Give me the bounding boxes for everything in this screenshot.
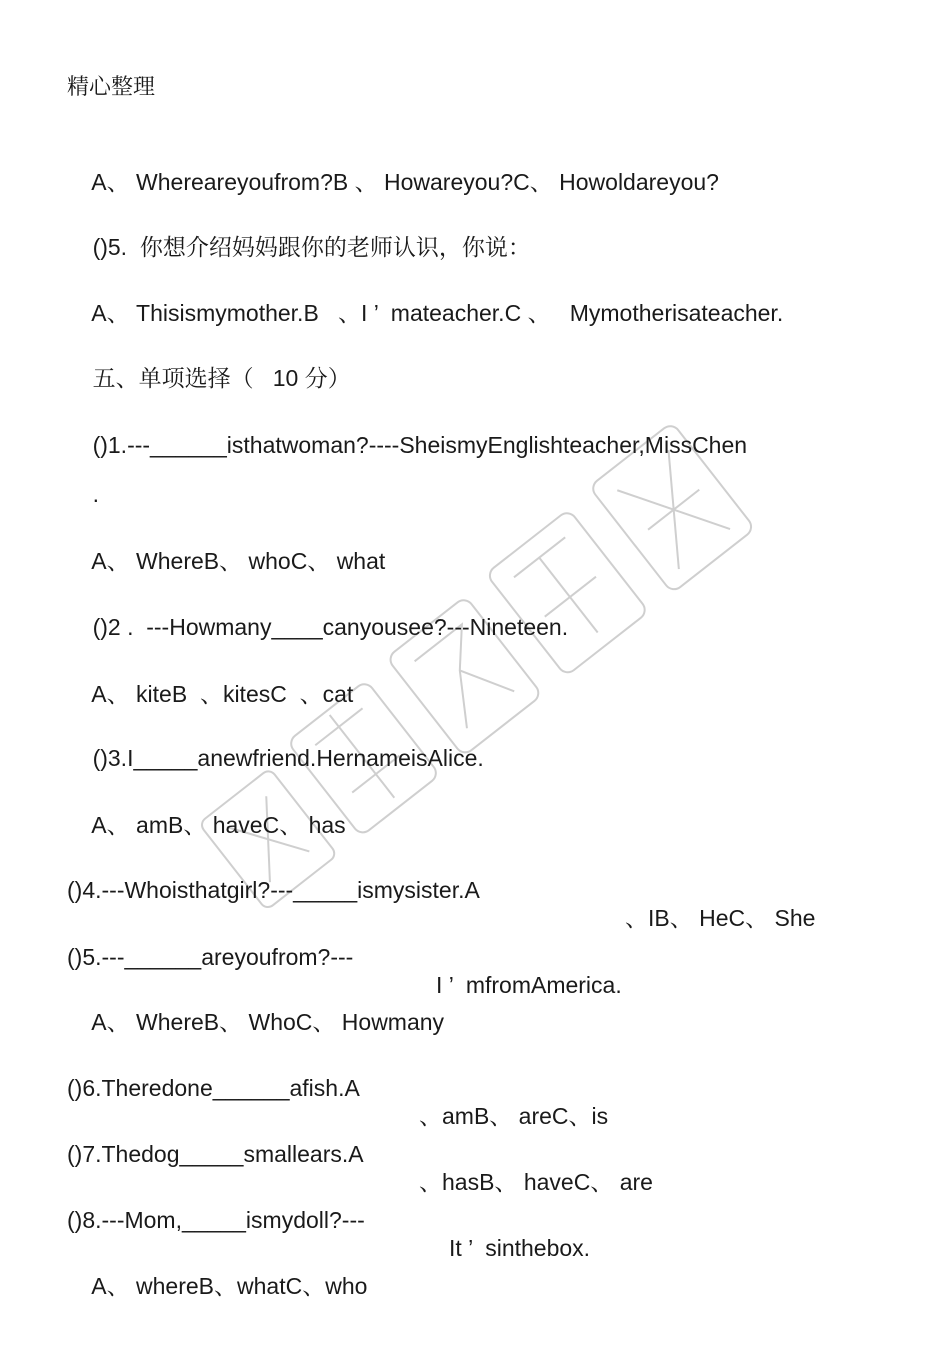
s5-question: [67, 915, 887, 998]
s4-question-options: 、IB、 HeC、 She: [625, 905, 816, 931]
s4-question-stem: ()4.---Whoisthatgirl?---_____ismysister.A: [67, 877, 480, 903]
section-heading-text: 五、单项选择（ 10 分）: [92, 365, 351, 391]
s5-question-answer: I ’ mfromAmerica.: [436, 972, 622, 998]
s8-options-text: A、 whereB、whatC、who: [91, 1273, 368, 1299]
page-header: 精心整理: [67, 75, 156, 100]
s7-question-stem: ()7.Thedog_____smallears.A: [67, 1141, 364, 1167]
s8-question-stem: ()8.---Mom,_____ismydoll?---: [67, 1207, 365, 1233]
s3-options-text: A、 amB、 haveC、 has: [91, 812, 346, 838]
s2-question-text: ()2 . ---Howmany____canyousee?---Nineteen.: [92, 614, 569, 640]
q4-options-text: A、 Whereareyoufrom?B 、 Howareyou?C、 Howoldareyou?: [91, 169, 719, 195]
s7-question-options: 、hasB、 haveC、 are: [419, 1169, 653, 1195]
s6-question: [67, 1046, 887, 1129]
s1-question: [67, 403, 747, 487]
q5-options-text: A、 Thisismymother.B 、I ’ mateacher.C 、 Mymotherisateacher.: [91, 300, 784, 326]
s6-question-stem: ()6.Theredone______afish.A: [67, 1075, 360, 1101]
s8-question-answer: It ’ sinthebox.: [449, 1235, 591, 1261]
s4-question: [67, 848, 887, 931]
s5-options-text: A、 WhereB、 WhoC、 Howmany: [91, 1009, 445, 1035]
s1-question-text: ()1.---______isthatwoman?----SheismyEnglishteacher,MissChen: [92, 432, 748, 458]
s6-question-options: 、amB、 areC、is: [419, 1103, 609, 1129]
s7-question: [67, 1112, 887, 1195]
s1-continuation-text: .: [92, 481, 99, 507]
s8-question: [67, 1178, 887, 1261]
s5-question-stem: ()5.---______areyoufrom?---: [67, 944, 354, 970]
s1-options-text: A、 WhereB、 whoC、 what: [91, 548, 386, 574]
s2-options-text: A、 kiteB 、kitesC 、cat: [91, 681, 354, 707]
q5-question-text: ()5. 你想介绍妈妈跟你的老师认识，你说：: [92, 234, 531, 260]
s3-question-text: ()3.I_____anewfriend.HernameisAlice.: [92, 745, 484, 771]
s8-options: [67, 1244, 367, 1328]
